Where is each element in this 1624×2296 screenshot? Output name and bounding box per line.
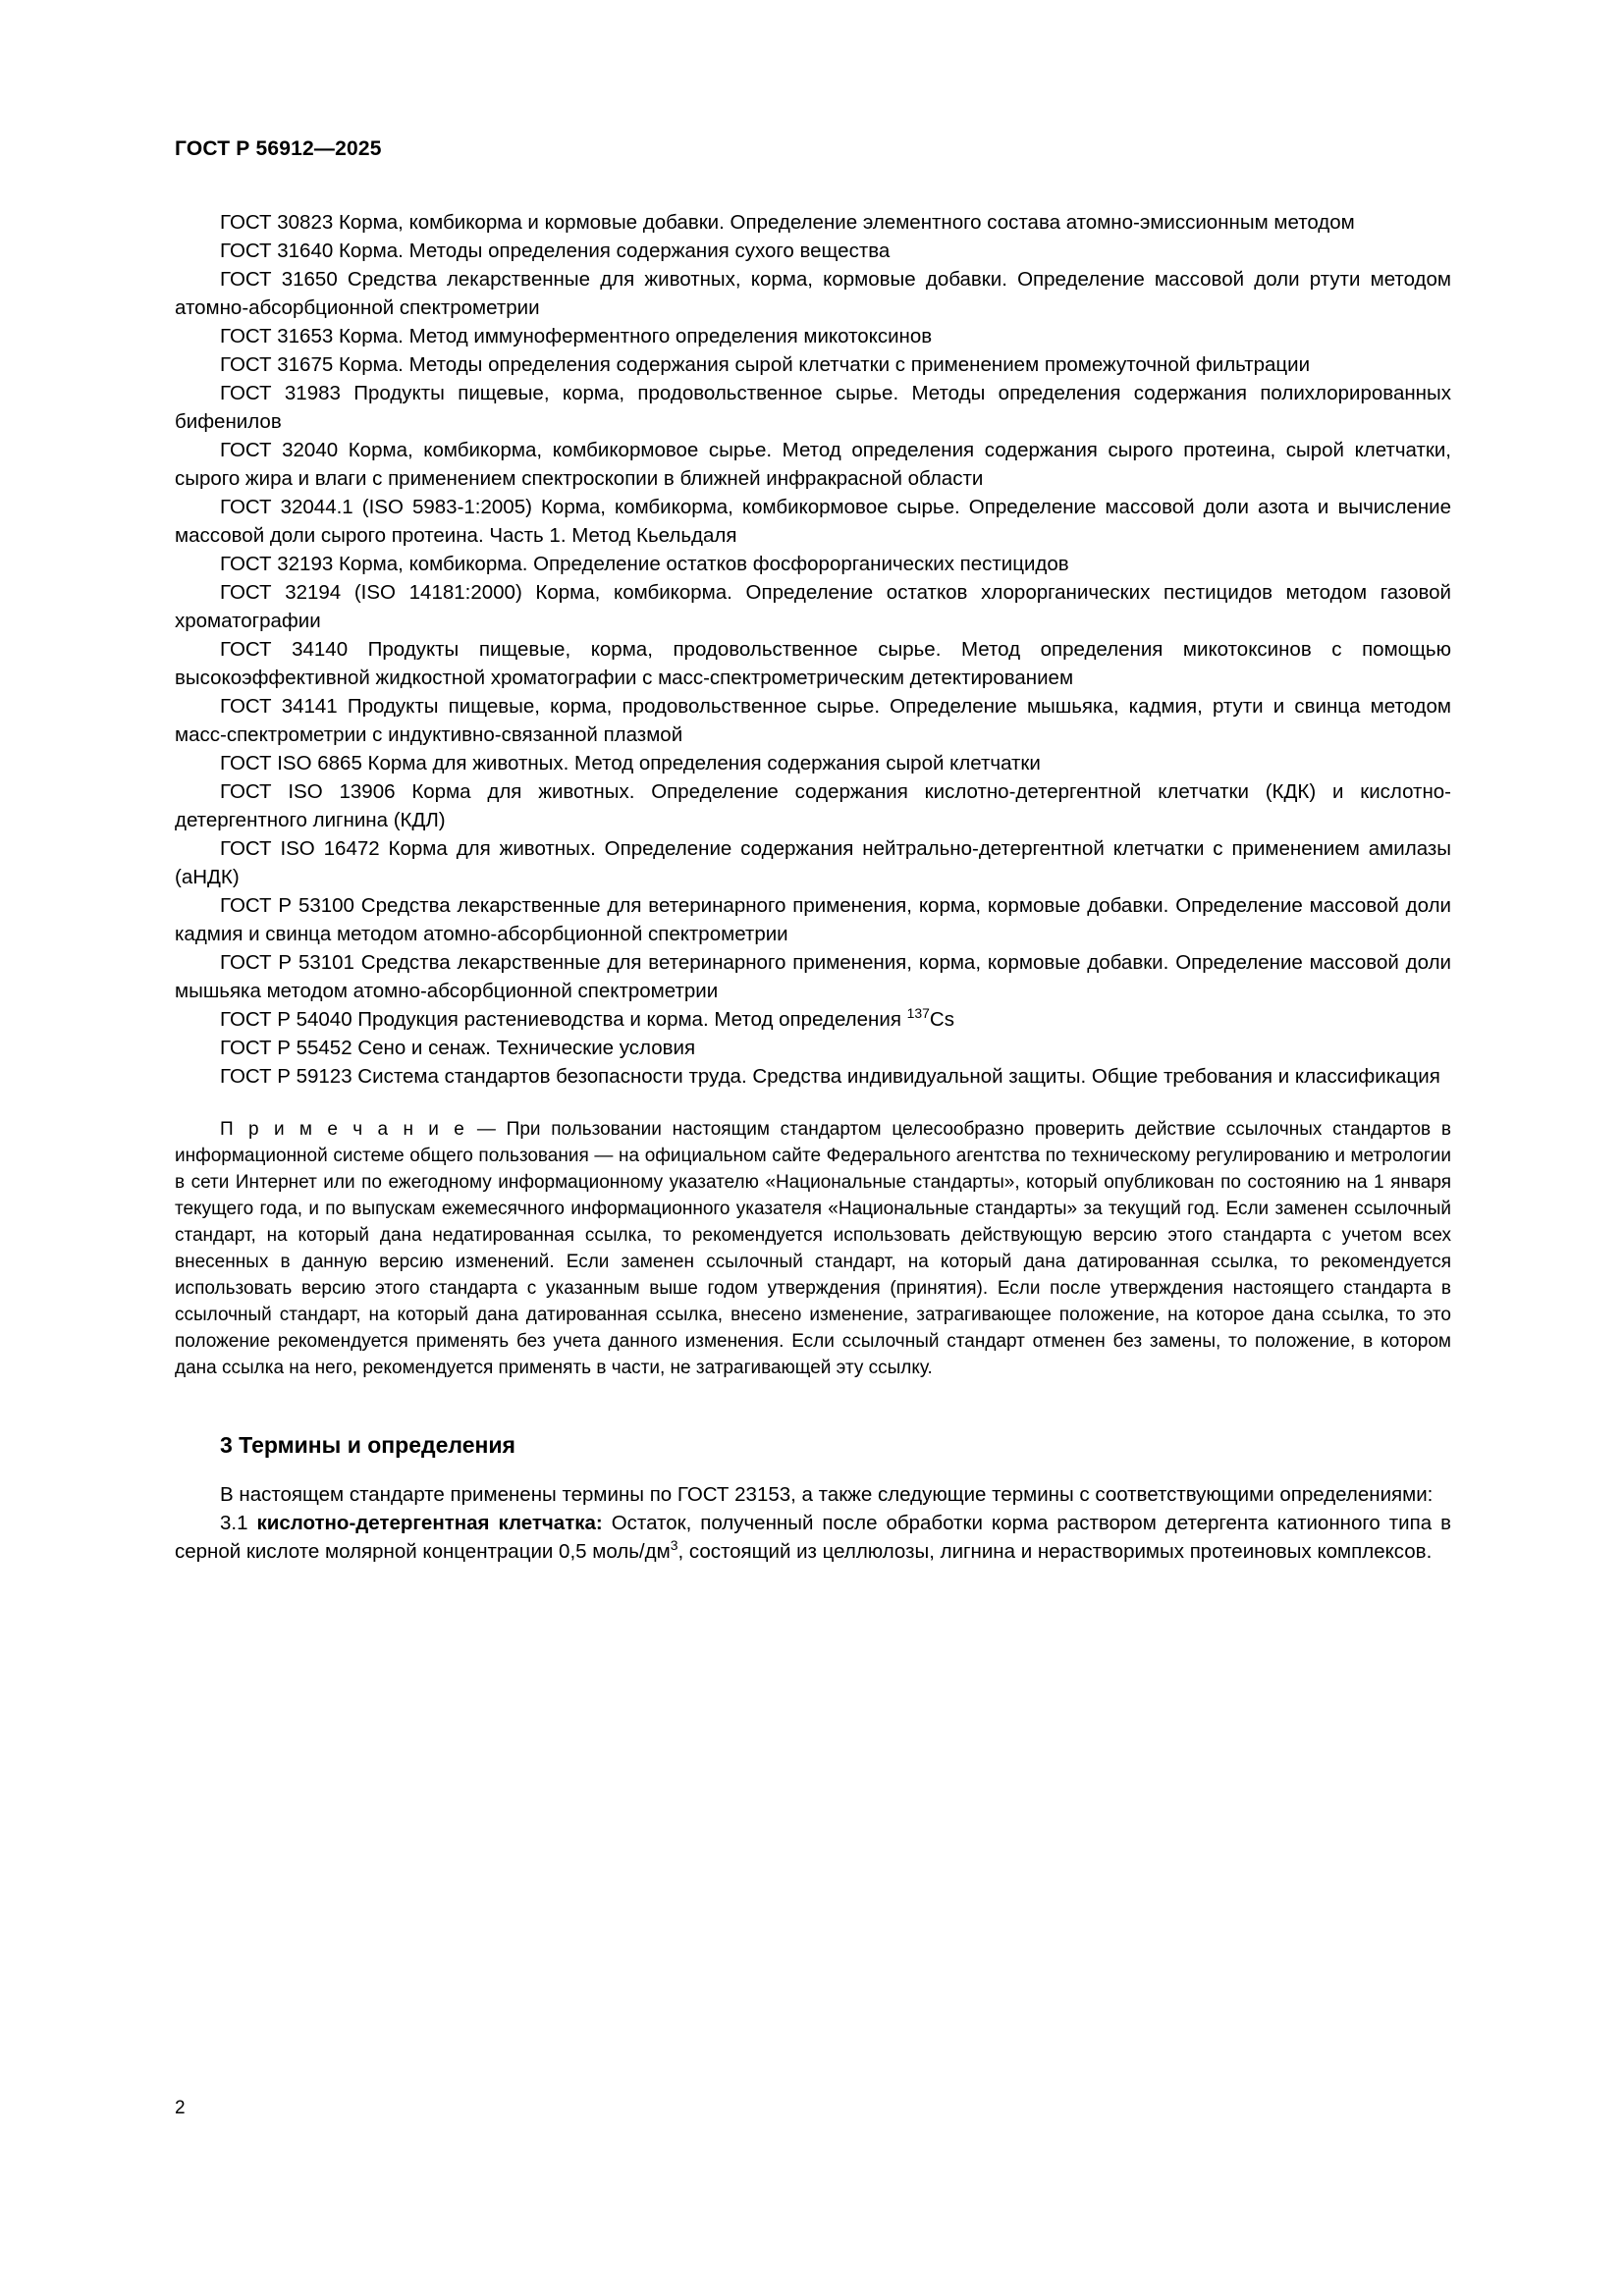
term-name: кислотно-детергентная клетчатка: bbox=[256, 1512, 603, 1534]
reference-item: ГОСТ 30823 Корма, комбикорма и кормовые добавки. Определение элементного состава атомно-эмиссионным методом bbox=[220, 211, 1355, 234]
reference-item: ГОСТ ISO 6865 Корма для животных. Метод определения содержания сырой клетчатки bbox=[220, 752, 1041, 774]
page-header: ГОСТ Р 56912—2025 bbox=[175, 137, 382, 160]
reference-54040-superscript: 137 bbox=[906, 1005, 930, 1022]
reference-item: ГОСТ 32193 Корма, комбикорма. Определение остатков фосфорорганических пестицидов bbox=[220, 553, 1069, 575]
reference-item: ГОСТ 34140 Продукты пищевые, корма, продовольственное сырье. Метод определения микотоксинов с помощью высокоэффективной жидкостной хроматографии с масс-спектрометрическим детектированием bbox=[175, 638, 1451, 689]
term-definition-part2: , состоящий из целлюлозы, лигнина и нерастворимых протеиновых комплексов. bbox=[677, 1540, 1433, 1563]
note-text: — При пользовании настоящим стандартом целесообразно проверить действие ссылочных стандартов в информационной системе общего пользования — на официальном сайте Федерального агентства по техническому регулированию и метрологии в сети Интернет или по ежегодному информационному указателю «Национальные стандарты», который опубликован по состоянию на 1 января текущего года, и по выпускам ежемесячного информационного указателя «Национальные стандарты» за текущий год. Если заменен ссылочный стандарт, на который дана недатированная ссылка, то рекомендуется использовать действующую версию этого стандарта с учетом всех внесенных в данную версию изменений. Если заменен ссылочный стандарт, на который дана датированная ссылка, то рекомендуется использовать версию этого стандарта с указанным выше годом утверждения (принятия). Если после утверждения настоящего стандарта в ссылочный стандарт, на который дана датированная ссылка, внесено изменение, затрагивающее положение, на которое дана ссылка, то это положение рекомендуется применять без учета данного изменения. Если ссылочный стандарт отменен без замены, то положение, в котором дана ссылка на него, рекомендуется применять в части, не затрагивающей эту ссылку. bbox=[175, 1119, 1451, 1378]
reference-item: ГОСТ Р 53101 Средства лекарственные для ветеринарного применения, корма, кормовые добавки. Определение массовой доли мышьяка методом атомно-абсорбционной спектрометрии bbox=[175, 951, 1451, 1002]
reference-item: ГОСТ 32044.1 (ISO 5983-1:2005) Корма, комбикорма, комбикормовое сырье. Определение массовой доли азота и вычисление массовой доли сырого протеина. Часть 1. Метод Кьельдаля bbox=[175, 496, 1451, 547]
term-number: 3.1 bbox=[220, 1512, 248, 1534]
term-superscript: 3 bbox=[670, 1537, 678, 1554]
references-list bbox=[175, 208, 1451, 1091]
reference-item: ГОСТ ISO 16472 Корма для животных. Определение содержания нейтрально-детергентной клетчатки с применением амилазы (аНДК) bbox=[175, 837, 1451, 888]
term-definition-3-1 bbox=[175, 1509, 1451, 1566]
term-definition-part1: Остаток, полученный после обработки корма раствором детергента катионного типа в серной кислоте молярной концентрации 0,5 моль/дм bbox=[175, 1512, 1451, 1563]
page-number: 2 bbox=[175, 2098, 186, 2118]
reference-item: ГОСТ 31675 Корма. Методы определения содержания сырой клетчатки с применением промежуточной фильтрации bbox=[220, 353, 1311, 376]
note-block bbox=[175, 1116, 1451, 1381]
reference-item: ГОСТ 31640 Корма. Методы определения содержания сухого вещества bbox=[220, 240, 891, 262]
reference-item: ГОСТ 31650 Средства лекарственные для животных, корма, кормовые добавки. Определение массовой доли ртути методом атомно-абсорбционной спектрометрии bbox=[175, 268, 1451, 319]
reference-item: ГОСТ Р 53100 Средства лекарственные для ветеринарного применения, корма, кормовые добавки. Определение массовой доли кадмия и свинца методом атомно-абсорбционной спектрометрии bbox=[175, 894, 1451, 945]
reference-item: ГОСТ 31653 Корма. Метод иммуноферментного определения микотоксинов bbox=[220, 325, 933, 347]
reference-item: ГОСТ ISO 13906 Корма для животных. Определение содержания кислотно-детергентной клетчатки (КДК) и кислотно-детергентного лигнина (КДЛ) bbox=[175, 780, 1451, 831]
reference-54040-prefix: ГОСТ Р 54040 Продукция растениеводства и корма. Метод определения bbox=[220, 1008, 907, 1031]
page-content bbox=[175, 137, 1451, 1566]
reference-54040-suffix: Cs bbox=[929, 1008, 954, 1031]
reference-item: ГОСТ 31983 Продукты пищевые, корма, продовольственное сырье. Методы определения содержания полихлорированных бифенилов bbox=[175, 382, 1451, 433]
reference-item: ГОСТ 32194 (ISO 14181:2000) Корма, комбикорма. Определение остатков хлорорганических пестицидов методом газовой хроматографии bbox=[175, 581, 1451, 632]
reference-item-54040 bbox=[175, 1005, 1451, 1034]
reference-item: ГОСТ Р 59123 Система стандартов безопасности труда. Средства индивидуальной защиты. Общие требования и классификация bbox=[220, 1065, 1440, 1088]
note-label: П р и м е ч а н и е bbox=[220, 1119, 467, 1140]
reference-item: ГОСТ 34141 Продукты пищевые, корма, продовольственное сырье. Определение мышьяка, кадмия, ртути и свинца методом масс-спектрометрии с индуктивно-связанной плазмой bbox=[175, 695, 1451, 746]
section-heading-terms: 3 Термины и определения bbox=[220, 1432, 515, 1458]
reference-item: ГОСТ 32040 Корма, комбикорма, комбикормовое сырье. Метод определения содержания сырого протеина, сырой клетчатки, сырого жира и влаги с применением спектроскопии в ближней инфракрасной области bbox=[175, 439, 1451, 490]
reference-item: ГОСТ Р 55452 Сено и сенаж. Технические условия bbox=[220, 1037, 696, 1059]
section-intro: В настоящем стандарте применены термины по ГОСТ 23153, а также следующие термины с соответствующими определениями: bbox=[220, 1483, 1434, 1506]
